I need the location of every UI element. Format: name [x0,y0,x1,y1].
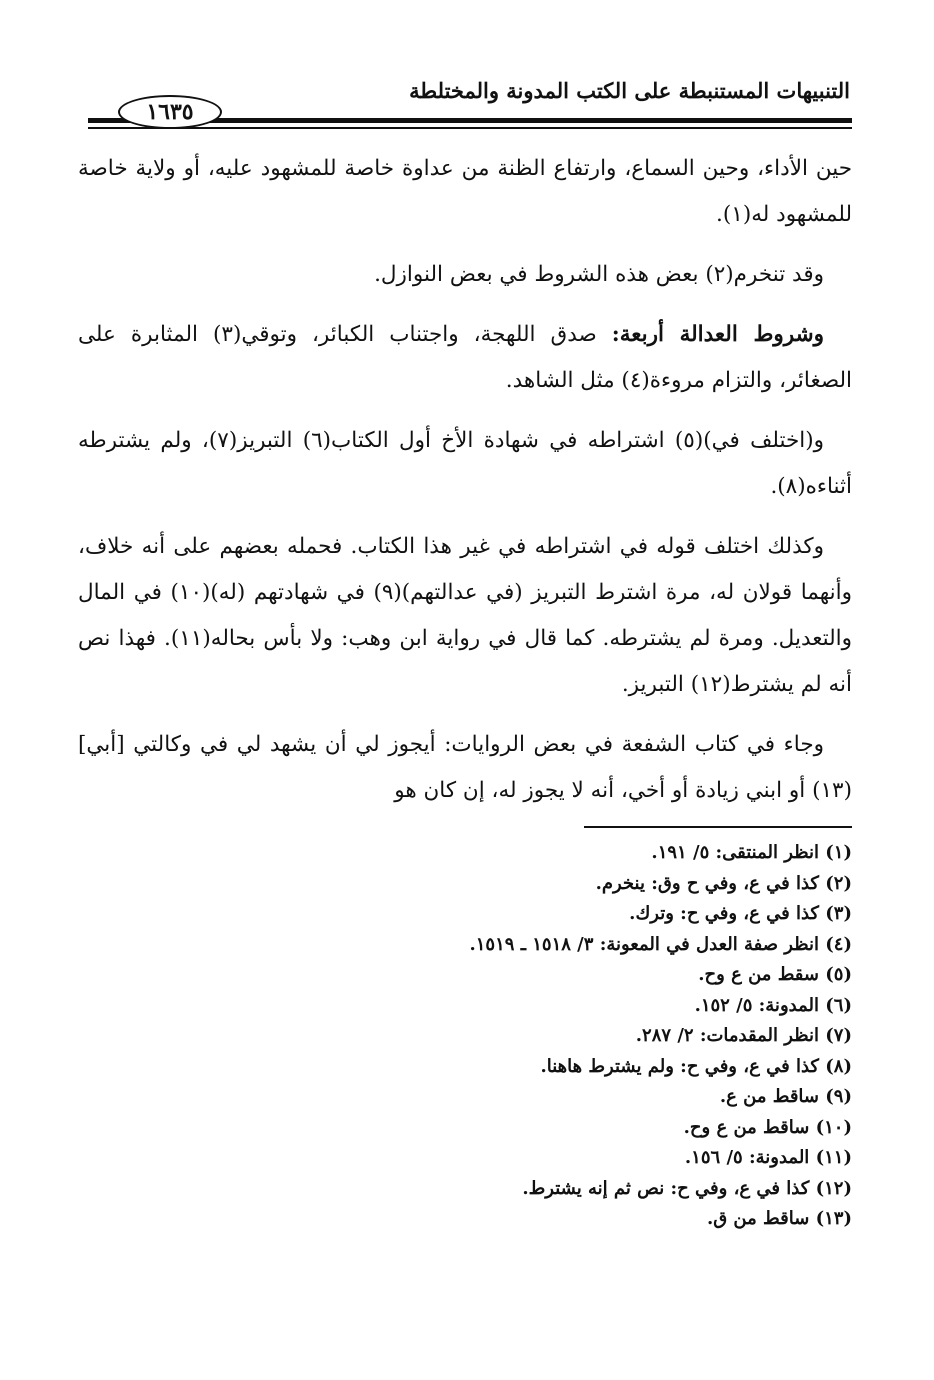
paragraph-lead: وشروط العدالة أربعة: [611,322,825,347]
paragraph [78,146,852,238]
footnote-number: (٦) [825,994,852,1016]
paragraph [78,312,852,404]
footnote-text: سقط من ع وح. [698,964,819,985]
paragraph [78,418,852,510]
paragraph [78,524,852,708]
footnote-number: (١٢) [815,1177,852,1199]
footnote-separator [584,826,852,828]
footnote [200,869,852,900]
footnote-number: (١٣) [815,1208,852,1229]
footnote-number: (٩) [825,1086,852,1107]
footnote [200,991,852,1022]
footnote-number: (٥) [825,964,852,985]
footnote [200,838,852,869]
paragraph-text: صدق اللهجة، واجتناب الكبائر، وتوقي(٣) المثابرة على الصغائر، والتزام مروءة(٤) مثل الشاهد. [78,322,852,393]
footnote-text: انظر المقدمات: ٢/ ٢٨٧. [635,1025,819,1046]
footnote-number: (١١) [815,1147,852,1168]
footnote [200,1204,852,1235]
footnote [200,1174,852,1205]
page-number: ١٦٣٥ [118,95,222,129]
paragraph-text: حين الأداء، وحين السماع، وارتفاع الظنة من عداوة خاصة للمشهود عليه، أو ولاية خاصة للمشهود له(١). [78,156,852,227]
body-text [78,146,852,828]
footnote-text: انظر المنتقى: ٥/ ١٩١. [651,842,819,863]
footnote [200,1143,852,1174]
footnote-number: (٢) [825,872,852,894]
footnote [200,1052,852,1083]
footnote-number: (١) [825,842,852,863]
footnote-number: (٣) [825,903,852,924]
footnote-text: كذا في ع، وفي ح: نص ثم إنه يشترط. [522,1177,810,1199]
footnote [200,1113,852,1144]
footnote-number: (٧) [825,1025,852,1046]
paragraph-text: وكذلك اختلف قوله في اشتراطه في غير هذا الكتاب. فحمله بعضهم على أنه خلاف، وأنهما قولان له، مرة اشترط التبريز (في عدالتهم)(٩) في شهادتهم (له)(١٠) في المال والتعديل. ومرة لم يشترطه. كما قال في رواية ابن وهب: ولا بأس بحاله(١١). فهذا نص أنه لم يشترط(١٢) التبريز. [78,534,852,697]
footnote-text: كذا في ع، وفي ح: ولم يشترط هاهنا. [540,1055,819,1077]
footnotes [200,838,852,1235]
paragraph [78,722,852,814]
running-title: التنبيهات المستنبطة على الكتب المدونة والمختلطة [409,78,850,103]
footnote-text: انظر صفة العدل في المعونة: ٣/ ١٥١٨ ـ ١٥١٩. [469,933,819,955]
paragraph-text: وجاء في كتاب الشفعة في بعض الروايات: أيجوز لي أن يشهد لي في وكالتي [أبي](١٣) أو ابني زيادة أو أخي، أنه لا يجوز له، إن كان هو [78,732,852,803]
paragraph-text: و(اختلف في)(٥) اشتراطه في شهادة الأخ أول الكتاب(٦) التبريز(٧)، ولم يشترطه أثناءه(٨). [78,428,852,499]
footnote-number: (٨) [825,1055,852,1077]
footnote-text: المدونة: ٥/ ١٥٢. [694,994,819,1016]
footnote-text: المدونة: ٥/ ١٥٦. [684,1147,810,1168]
footnote-text: ساقط من ع وح. [683,1116,810,1138]
footnote [200,930,852,961]
footnote-text: كذا في ع، وفي ح: وترك. [629,903,819,924]
footnote-text: كذا في ع، وفي ح وق: ينخرم. [595,872,819,894]
footnote-text: ساقط من ع. [719,1086,819,1107]
header-rule-thin [88,127,852,129]
paragraph [78,252,852,298]
footnote [200,1021,852,1052]
footnote [200,899,852,930]
footnote [200,960,852,991]
footnote-text: ساقط من ق. [706,1208,810,1229]
footnote [200,1082,852,1113]
footnote-number: (٤) [825,933,852,955]
footnote-number: (١٠) [815,1116,852,1138]
paragraph-text: وقد تنخرم(٢) بعض هذه الشروط في بعض النوازل. [374,262,824,287]
